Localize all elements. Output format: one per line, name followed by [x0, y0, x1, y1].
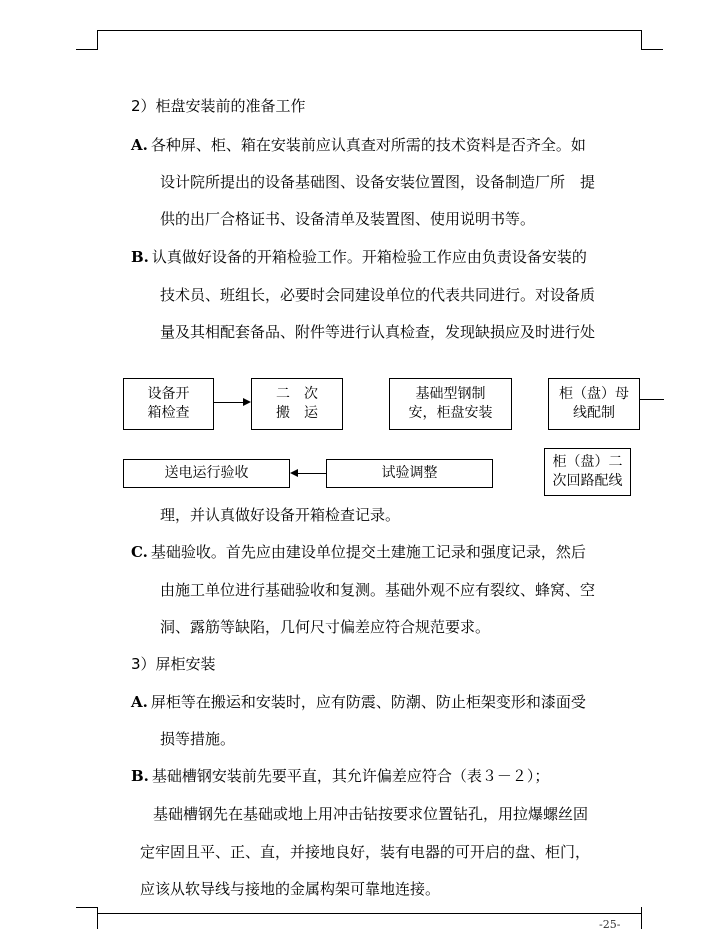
item-label: A.: [131, 136, 148, 154]
arrow-right-icon: [243, 398, 251, 406]
footer-rule: [97, 913, 642, 914]
crop-mark-bottom-left-v: [97, 907, 98, 929]
item-label: B.: [131, 767, 149, 785]
paragraph-3a-line-1: A. 屏柜等在搬运和安装时，应有防震、防潮、防止柜架变形和漆面受: [131, 693, 586, 711]
paragraph-b-line-3: 量及其相配套备品、附件等进行认真检查，发现缺损应及时进行处: [160, 323, 596, 341]
paragraph-c-line-2: 由施工单位进行基础验收和复测。基础外观不应有裂纹、蜂窝、空: [160, 581, 596, 599]
section-heading-3: 3）屏柜安装: [131, 655, 216, 673]
paragraph-b-line-2: 技术员、班组长，必要时会同建设单位的代表共同进行。对设备质: [160, 286, 596, 304]
crop-mark-top-left-h: [76, 49, 98, 50]
flow-box-busbar-config: 柜（盘）母 线配制: [548, 378, 640, 430]
paragraph-3b-line-4: 应该从软导线与接地的金属构架可靠地连接。: [140, 880, 441, 898]
flow-box-unpacking-inspection: 设备开 箱检查: [123, 378, 214, 430]
section-heading-2: 2）柜盘安装前的准备工作: [131, 97, 306, 115]
paragraph-3b-line-2: 基础槽钢先在基础或地上用冲击钻按要求位置钻孔，用拉爆螺丝固: [153, 805, 589, 823]
paragraph-b-line-4: 理，并认真做好设备开箱检查记录。: [160, 506, 401, 524]
arrow-left-icon: [290, 469, 298, 477]
paragraph-3b-line-1: B. 基础槽钢安装前先要平直，其允许偏差应符合（表３－２）；: [131, 767, 550, 785]
item-label: A.: [131, 693, 148, 711]
header-rule: [97, 30, 642, 31]
crop-mark-top-right-h: [641, 49, 663, 50]
crop-mark-top-left-v: [97, 30, 98, 50]
item-label: C.: [131, 543, 148, 561]
crop-mark-bottom-left-h: [76, 907, 98, 908]
paragraph-3a-line-2: 损等措施。: [160, 730, 236, 748]
crop-mark-top-right-v: [641, 30, 642, 50]
flow-arrow-2-line: [296, 473, 326, 474]
paragraph-a-line-2: 设计院所提出的设备基础图、设备安装位置图，设备制造厂所 提: [160, 173, 596, 191]
flow-box-steel-base-install: 基础型钢制 安，柜盘安装: [389, 378, 512, 430]
paragraph-3b-line-3: 定牢固且平、正、直，并接地良好，装有电器的可开启的盘、柜门，: [140, 843, 591, 861]
paragraph-c-line-1: C. 基础验收。首先应由建设单位提交土建施工记录和强度记录，然后: [131, 543, 586, 561]
paragraph-b-line-1: B. 认真做好设备的开箱检验工作。开箱检验工作应由负责设备安装的: [131, 248, 587, 266]
flow-line-continue: [640, 399, 664, 400]
flow-box-testing-adjustment: 试验调整: [326, 459, 493, 488]
flow-box-energize-acceptance: 送电运行验收: [123, 459, 290, 488]
crop-mark-bottom-right-v: [641, 907, 642, 929]
page-number: -25-: [599, 918, 621, 931]
flow-box-secondary-transport: 二 次 搬 运: [251, 378, 343, 430]
paragraph-a-line-3: 供的出厂合格证书、设备清单及装置图、使用说明书等。: [160, 210, 536, 228]
paragraph-a-line-1: A. 各种屏、柜、箱在安装前应认真查对所需的技术资料是否齐全。如: [131, 136, 586, 154]
flow-box-secondary-wiring: 柜（盘）二 次回路配线: [544, 448, 631, 496]
paragraph-c-line-3: 洞、露筋等缺陷，几何尺寸偏差应符合规范要求。: [160, 618, 491, 636]
item-label: B.: [131, 248, 149, 266]
flow-arrow-1-line: [214, 402, 244, 403]
